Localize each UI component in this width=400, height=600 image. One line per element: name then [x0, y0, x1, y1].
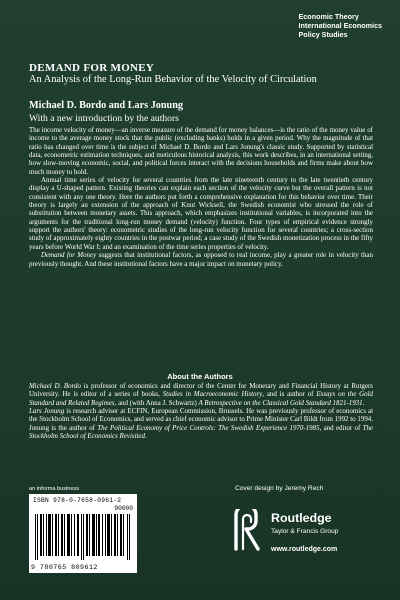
bio-text: is research adviser at ECFIN, European Commission, Brussels. He was previously professor of economics at the Stockholm School of Economics, and served as chief economic advisor to Prime Minister Carl Bildt from 1992 to 1994. Jonung is the author of: [29, 407, 373, 432]
bio-text: , and (with Anna J. Schwartz): [114, 398, 199, 407]
about-authors: [29, 382, 373, 440]
book-ref: Studies in Macroeconomic History: [162, 390, 263, 399]
publisher-group: Taylor & Francis Group: [271, 528, 339, 535]
series-list: [299, 12, 382, 39]
informa-tag: an informa business: [29, 486, 80, 492]
routledge-logo-icon: [232, 509, 266, 551]
bio-text: .: [144, 432, 147, 441]
about-heading: About the Authors: [167, 372, 233, 381]
cover-design-credit: Cover design by Jeremy Rech: [235, 485, 324, 492]
blurb-text: suggests that institutional factors, as opposed to real income, play a greater role in velocity than previously thought. And these institutional factors have a major impact on monetary policy.: [29, 251, 373, 268]
book-title: DEMAND FOR MONEY: [29, 62, 155, 74]
series-item: Policy Studies: [298, 30, 348, 39]
author-name: Lars Jonung: [29, 407, 65, 416]
book-authors: Michael D. Bordo and Lars Jonung: [29, 100, 183, 111]
intro-note: With a new introduction by the authors: [29, 113, 179, 124]
author-name: Michael D. Bordo: [29, 382, 81, 390]
barcode-digits: 9 780765 809612: [31, 564, 98, 571]
bio-text: , and editor of: [319, 423, 363, 432]
book-title-italic: Demand for Money: [41, 251, 97, 260]
bio-jonung: [29, 407, 373, 440]
isbn-label: ISBN 978-0-7658-0961-2: [33, 497, 122, 504]
barcode-bars: [35, 514, 131, 560]
book-ref: The Political Economy of Price Controls: The Swedish Experience 1970-1985: [97, 423, 320, 432]
book-ref: Essays on the Gold Standard and Related Regimes: [29, 390, 373, 407]
publisher-name: Routledge: [271, 511, 332, 525]
blurb-paragraph: The income velocity of money—an inverse measure of the demand for money balances—is the ratio of the money value of income to the average money stock that the public (excluding banks) holds in a given period. Why the magnitude of that ratio has changed over time is the subject of Michael D. Bordo and Lars Jonung's classic study. Supported by statistical data, econometric estimation techniques, and meticulous historical analysis, this work describes, in an international setting, how slow-moving economic, social, and political forces interact with the decisions households and firms make about how much money to hold.: [29, 126, 373, 176]
book-ref: A Retrospective on the Classical Gold Standard 1821-1931: [198, 398, 363, 407]
bio-text: .: [362, 398, 365, 407]
book-subtitle: An Analysis of the Long-Run Behavior of the Velocity of Circulation: [29, 74, 317, 85]
publisher-website: www.routledge.com: [271, 546, 338, 553]
bio-text: is professor of economics and director of the Center for Monetary and Financial History at Rutgers University. He is editor of a series of books,: [29, 382, 373, 399]
blurb: [29, 126, 373, 268]
price-code: 90000: [114, 505, 133, 512]
barcode: [29, 494, 137, 573]
bio-text: , and is author of: [262, 390, 317, 399]
series-item: Economic Theory: [298, 12, 359, 21]
series-item: International Economics: [298, 21, 382, 30]
blurb-paragraph: [29, 251, 373, 268]
blurb-paragraph: Annual time series of velocity for several countries from the late nineteenth century to the late twentieth century display a U-shaped pattern. Existing theories can explain each section of the velocity curve but the overall pattern is not consistent with any one theory. Here the authors put forth a comprehensive explanation for this behavior over time. Their theory is largely an extension of the approach of Knut Wicksell, the Swedish economist who stressed the role of substitution between monetary assets. This approach, which emphasizes institutional variables, is incorporated into the arguments for the traditional long-run money demand (velocity) function. Four types of empirical evidence strongly support the authors' theory: econometric studies of the long-run velocity function for several countries; a cross-section study of approximately eighty countries in the postwar period; a case study of the Swedish monetization process in the fifty years before World War I; and an examination of the time series properties of velocity.: [29, 176, 373, 251]
bio-bordo: [29, 382, 373, 407]
book-ref: The Stockholm School of Economics Revisited: [29, 423, 374, 441]
